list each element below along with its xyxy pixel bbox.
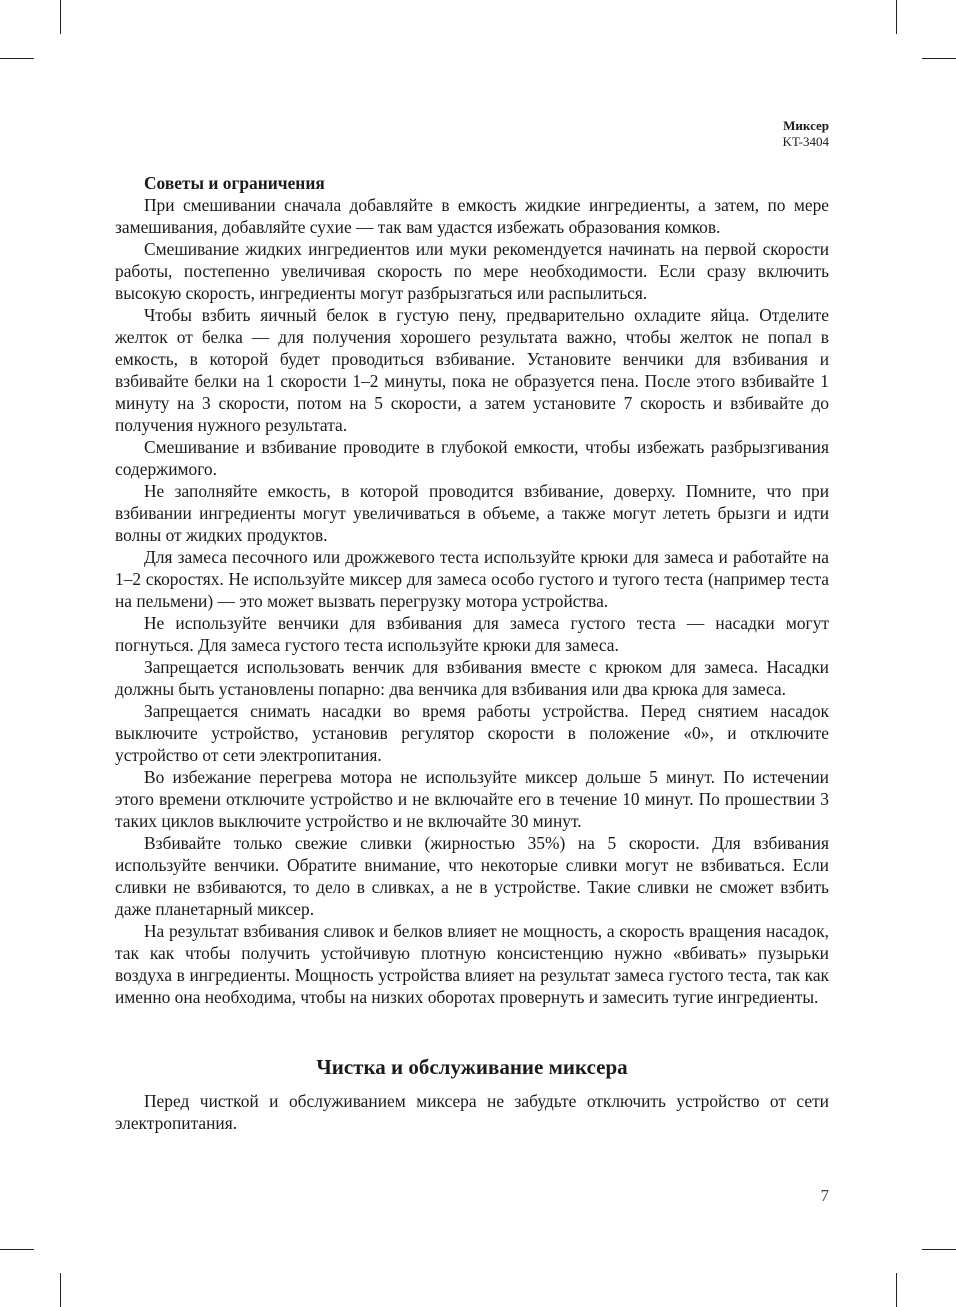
tips-paragraph: Запрещается использовать венчик для взбивания вместе с крюком для замеса. Насадки должны быть установлены попарно: два венчика для взбивания или два крюка для замеса.: [115, 657, 829, 699]
crop-mark-top-right-vertical: [896, 0, 897, 34]
running-header: [783, 118, 829, 150]
crop-mark-top-right-horizontal: [922, 58, 956, 59]
tips-paragraph: Запрещается снимать насадки во время работы устройства. Перед снятием насадок выключите устройство, установив регулятор скорости в положение «0», и отключите устройство от сети электропитания.: [115, 701, 829, 765]
header-product: Миксер: [783, 118, 829, 133]
tips-paragraph: Не заполняйте емкость, в которой проводится взбивание, доверху. Помните, что при взбивании ингредиенты могут увеличиваться в объеме, а также могут лететь брызги и идти волны от жидких продуктов.: [115, 481, 829, 545]
tips-paragraph: Взбивайте только свежие сливки (жирностью 35%) на 5 скорости. Для взбивания используйте венчики. Обратите внимание, что некоторые сливки могут не взбиваться. Если сливки не взбиваются, то дело в сливках, а не в устройстве. Такие сливки не сможет взбить даже планетарный миксер.: [115, 833, 829, 919]
crop-mark-bottom-left-horizontal: [0, 1249, 34, 1250]
crop-mark-top-left-horizontal: [0, 58, 34, 59]
tips-paragraph: Не используйте венчики для взбивания для замеса густого теста — насадки могут погнуться. Для замеса густого теста используйте крюки для замеса.: [115, 613, 829, 655]
tips-paragraph: При смешивании сначала добавляйте в емкость жидкие ингредиенты, а затем, по мере замешивания, добавляйте сухие — так вам удастся избежать образования комков.: [115, 195, 829, 237]
crop-mark-bottom-left-vertical: [60, 1273, 61, 1307]
tips-paragraph: На результат взбивания сливок и белков влияет не мощность, а скорость вращения насадок, так как чтобы получить устойчивую плотную консистенцию нужно «вбивать» пузырьки воздуха в ингредиенты. Мощность устройства влияет на результат замеса густого теста, так как именно она необходима, чтобы на низких оборотах провернуть и замесить тугие ингредиенты.: [115, 921, 829, 1007]
crop-mark-top-left-vertical: [60, 0, 61, 34]
tips-paragraph: Во избежание перегрева мотора не используйте миксер дольше 5 минут. По истечении этого времени отключите устройство и не включайте его в течение 10 минут. По прошествии 3 таких циклов выключите устройство и не включайте 30 минут.: [115, 767, 829, 831]
page-content: [115, 172, 829, 1134]
header-model: KT-3404: [782, 134, 829, 149]
crop-mark-bottom-right-vertical: [896, 1273, 897, 1307]
cleaning-section-title: Чистка и обслуживание миксера: [316, 1055, 628, 1079]
page-number: 7: [820, 1186, 829, 1205]
crop-mark-bottom-right-horizontal: [922, 1249, 956, 1250]
tips-title: Советы и ограничения: [144, 173, 325, 193]
tips-paragraph: Для замеса песочного или дрожжевого теста используйте крюки для замеса и работайте на 1–2 скоростях. Не используйте миксер для замеса особо густого и тугого теста (например теста на пельмени) — это может вызвать перегрузку мотора устройства.: [115, 547, 829, 611]
tips-paragraph: Смешивание и взбивание проводите в глубокой емкости, чтобы избежать разбрызгивания содержимого.: [115, 437, 829, 479]
cleaning-paragraph: Перед чисткой и обслуживанием миксера не забудьте отключить устройство от сети электропитания.: [115, 1091, 829, 1133]
tips-paragraph: Чтобы взбить яичный белок в густую пену, предварительно охладите яйца. Отделите желток от белка — для получения хорошего результата важно, чтобы желток не попал в емкость, в которой будет проводиться взбивание. Установите венчики для взбивания и взбивайте белки на 1 скорости 1–2 минуты, пока не образуется пена. После этого взбивайте 1 минуту на 3 скорости, потом на 5 скорости, а затем установите 7 скорость и взбивайте до получения нужного результата.: [115, 305, 829, 435]
tips-paragraph: Смешивание жидких ингредиентов или муки рекомендуется начинать на первой скорости работы, постепенно увеличивая скорость по мере необходимости. Если сразу включить высокую скорость, ингредиенты могут разбрызгаться или распылиться.: [115, 239, 829, 303]
